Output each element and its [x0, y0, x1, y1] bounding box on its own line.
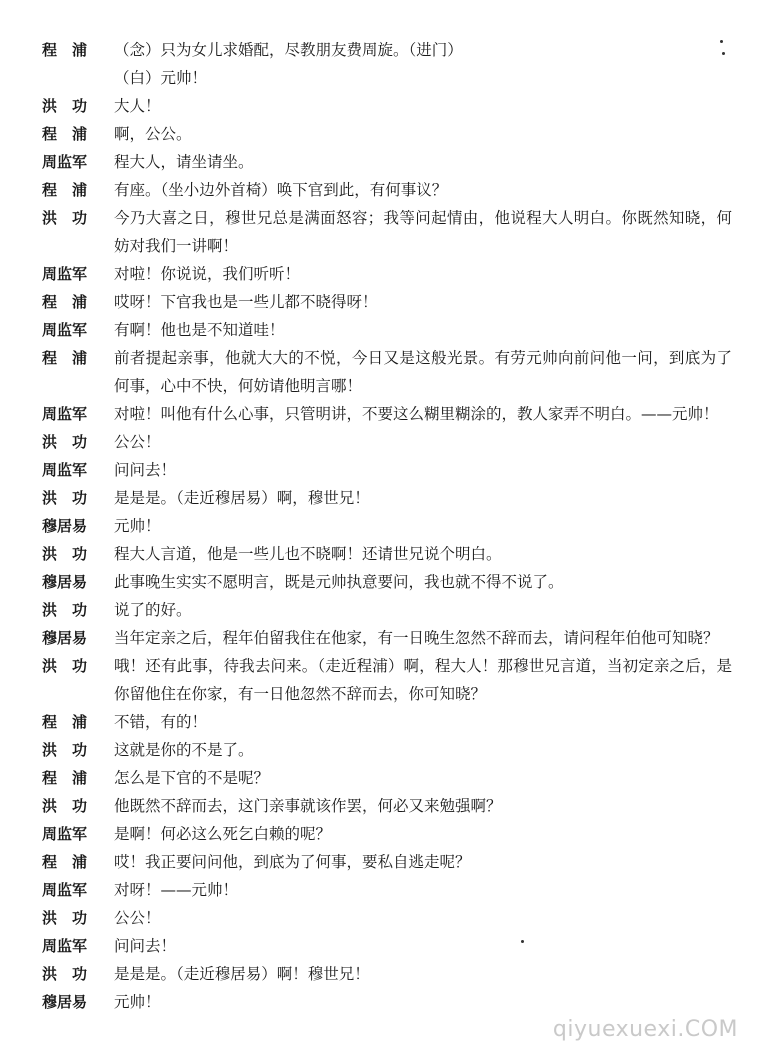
dialogue-text: 程大人言道，他是一些儿也不晓啊！还请世兄说个明白。	[114, 545, 502, 563]
dialogue-text: 有座。（坐小边外首椅）唤下官到此，有何事议？	[114, 181, 448, 199]
dialogue-text: 是啊！何必这么死乞白赖的呢？	[114, 825, 332, 843]
speaker-name: 洪 功	[42, 909, 88, 927]
dialogue-line	[42, 64, 732, 92]
dialogue-text: 哎呀！下官我也是一些儿都不晓得呀！	[114, 293, 378, 311]
dialogue-text: 大人！	[114, 97, 161, 115]
speaker-name: 程 浦	[42, 769, 88, 787]
speaker-name	[42, 64, 114, 92]
speaker-name: 程 浦	[42, 349, 88, 367]
dialogue-line	[42, 260, 732, 288]
dialogue-line	[42, 540, 732, 568]
dialogue-line	[42, 568, 732, 596]
speaker-name: 周监军	[42, 153, 88, 171]
dialogue-text: 说了的好。	[114, 601, 192, 619]
dialogue-text: 哎！我正要问问他，到底为了何事，要私自逃走呢？	[114, 853, 471, 871]
dialogue-line	[42, 820, 732, 848]
dialogue-line	[42, 904, 732, 932]
speaker-name: 周监军	[42, 937, 88, 955]
dialogue-line	[42, 92, 732, 120]
speaker-name: 穆居易	[42, 573, 88, 591]
dialogue-text: 问问去！	[114, 937, 177, 955]
site-watermark: qiyuexuexi.COM	[552, 1017, 738, 1042]
speaker-name: 洪 功	[42, 741, 88, 759]
dialogue-text: 是是是。（走近穆居易）啊！穆世兄！	[114, 965, 370, 983]
dialogue-line	[42, 932, 732, 960]
dialogue-line	[42, 120, 732, 148]
speaker-name: 洪 功	[42, 545, 88, 563]
scan-speck	[720, 40, 723, 43]
speaker-name: 周监军	[42, 321, 88, 339]
speaker-name: 程 浦	[42, 293, 88, 311]
speaker-name: 穆居易	[42, 517, 88, 535]
scan-speck	[521, 940, 524, 943]
speaker-name: 洪 功	[42, 657, 88, 675]
dialogue-text: 有啊！他也是不知道哇！	[114, 321, 285, 339]
dialogue-text: 不错，有的！	[114, 713, 208, 731]
speaker-name: 周监军	[42, 825, 88, 843]
speaker-name: 程 浦	[42, 713, 88, 731]
speaker-name: 穆居易	[42, 629, 88, 647]
dialogue-line	[42, 848, 732, 876]
dialogue-line	[42, 736, 732, 764]
dialogue-line	[42, 344, 732, 400]
speaker-name: 周监军	[42, 881, 88, 899]
dialogue-text: 怎么是下官的不是呢？	[114, 769, 270, 787]
dialogue-text: 今乃大喜之日，穆世兄总是满面怒容；我等问起情由，他说程大人明白。你既然知晓，何妨对我们一讲啊！	[114, 209, 732, 255]
dialogue-line	[42, 596, 732, 624]
dialogue-line	[42, 176, 732, 204]
dialogue-line	[42, 764, 732, 792]
dialogue-text: 当年定亲之后，程年伯留我住在他家，有一日晚生忽然不辞而去，请问程年伯他可知晓？	[114, 629, 719, 647]
speaker-name: 洪 功	[42, 965, 88, 983]
speaker-name: 洪 功	[42, 433, 88, 451]
script-dialogue	[42, 36, 732, 1016]
dialogue-line	[42, 316, 732, 344]
dialogue-line	[42, 624, 732, 652]
dialogue-text: 对啦！叫他有什么心事，只管明讲，不要这么糊里糊涂的，教人家弄不明白。——元帅！	[114, 405, 719, 423]
dialogue-line	[42, 988, 732, 1016]
dialogue-line	[42, 428, 732, 456]
dialogue-text: 公公！	[114, 433, 161, 451]
dialogue-line	[42, 652, 732, 708]
dialogue-text: （念）只为女儿求婚配，尽教朋友费周旋。（进门）	[114, 41, 463, 59]
dialogue-text: 元帅！	[114, 517, 161, 535]
dialogue-line	[42, 400, 732, 428]
dialogue-line	[42, 708, 732, 736]
dialogue-text: 哦！还有此事，待我去问来。（走近程浦）啊，程大人！那穆世兄言道，当初定亲之后，是你留他住在你家，有一日他忽然不辞而去，你可知晓？	[114, 657, 732, 703]
dialogue-line	[42, 960, 732, 988]
speaker-name: 程 浦	[42, 125, 88, 143]
dialogue-text: 对啦！你说说，我们听听！	[114, 265, 301, 283]
dialogue-text: 对呀！——元帅！	[114, 881, 239, 899]
speaker-name: 程 浦	[42, 181, 88, 199]
speaker-name: 程 浦	[42, 853, 88, 871]
dialogue-line	[42, 876, 732, 904]
speaker-name: 洪 功	[42, 489, 88, 507]
dialogue-text: 前者提起亲事，他就大大的不悦，今日又是这般光景。有劳元帅向前问他一问，到底为了何事，心中不快，何妨请他明言哪！	[114, 349, 732, 395]
dialogue-line	[42, 288, 732, 316]
dialogue-line	[42, 484, 732, 512]
dialogue-text: 他既然不辞而去，这门亲事就该作罢，何必又来勉强啊？	[114, 797, 502, 815]
speaker-name: 洪 功	[42, 601, 88, 619]
speaker-name: 周监军	[42, 461, 88, 479]
dialogue-text: 啊，公公。	[114, 125, 192, 143]
dialogue-text: 此事晚生实实不愿明言，既是元帅执意要问，我也就不得不说了。	[114, 573, 564, 591]
speaker-name: 周监军	[42, 405, 88, 423]
dialogue-line	[42, 456, 732, 484]
dialogue-text: 是是是。（走近穆居易）啊，穆世兄！	[114, 489, 370, 507]
speaker-name: 程 浦	[42, 41, 88, 59]
dialogue-text: 程大人，请坐请坐。	[114, 153, 254, 171]
dialogue-line	[42, 204, 732, 260]
dialogue-line	[42, 36, 732, 64]
dialogue-line	[42, 148, 732, 176]
speaker-name: 周监军	[42, 265, 88, 283]
speaker-name: 洪 功	[42, 209, 88, 227]
scan-speck	[722, 52, 725, 55]
dialogue-line	[42, 512, 732, 540]
dialogue-text: 公公！	[114, 909, 161, 927]
speaker-name: 穆居易	[42, 993, 88, 1011]
speaker-name: 洪 功	[42, 797, 88, 815]
dialogue-text: 问问去！	[114, 461, 177, 479]
dialogue-text: 元帅！	[114, 993, 161, 1011]
dialogue-text: 这就是你的不是了。	[114, 741, 254, 759]
dialogue-line	[42, 792, 732, 820]
dialogue-text: （白）元帅！	[114, 69, 208, 87]
speaker-name: 洪 功	[42, 97, 88, 115]
